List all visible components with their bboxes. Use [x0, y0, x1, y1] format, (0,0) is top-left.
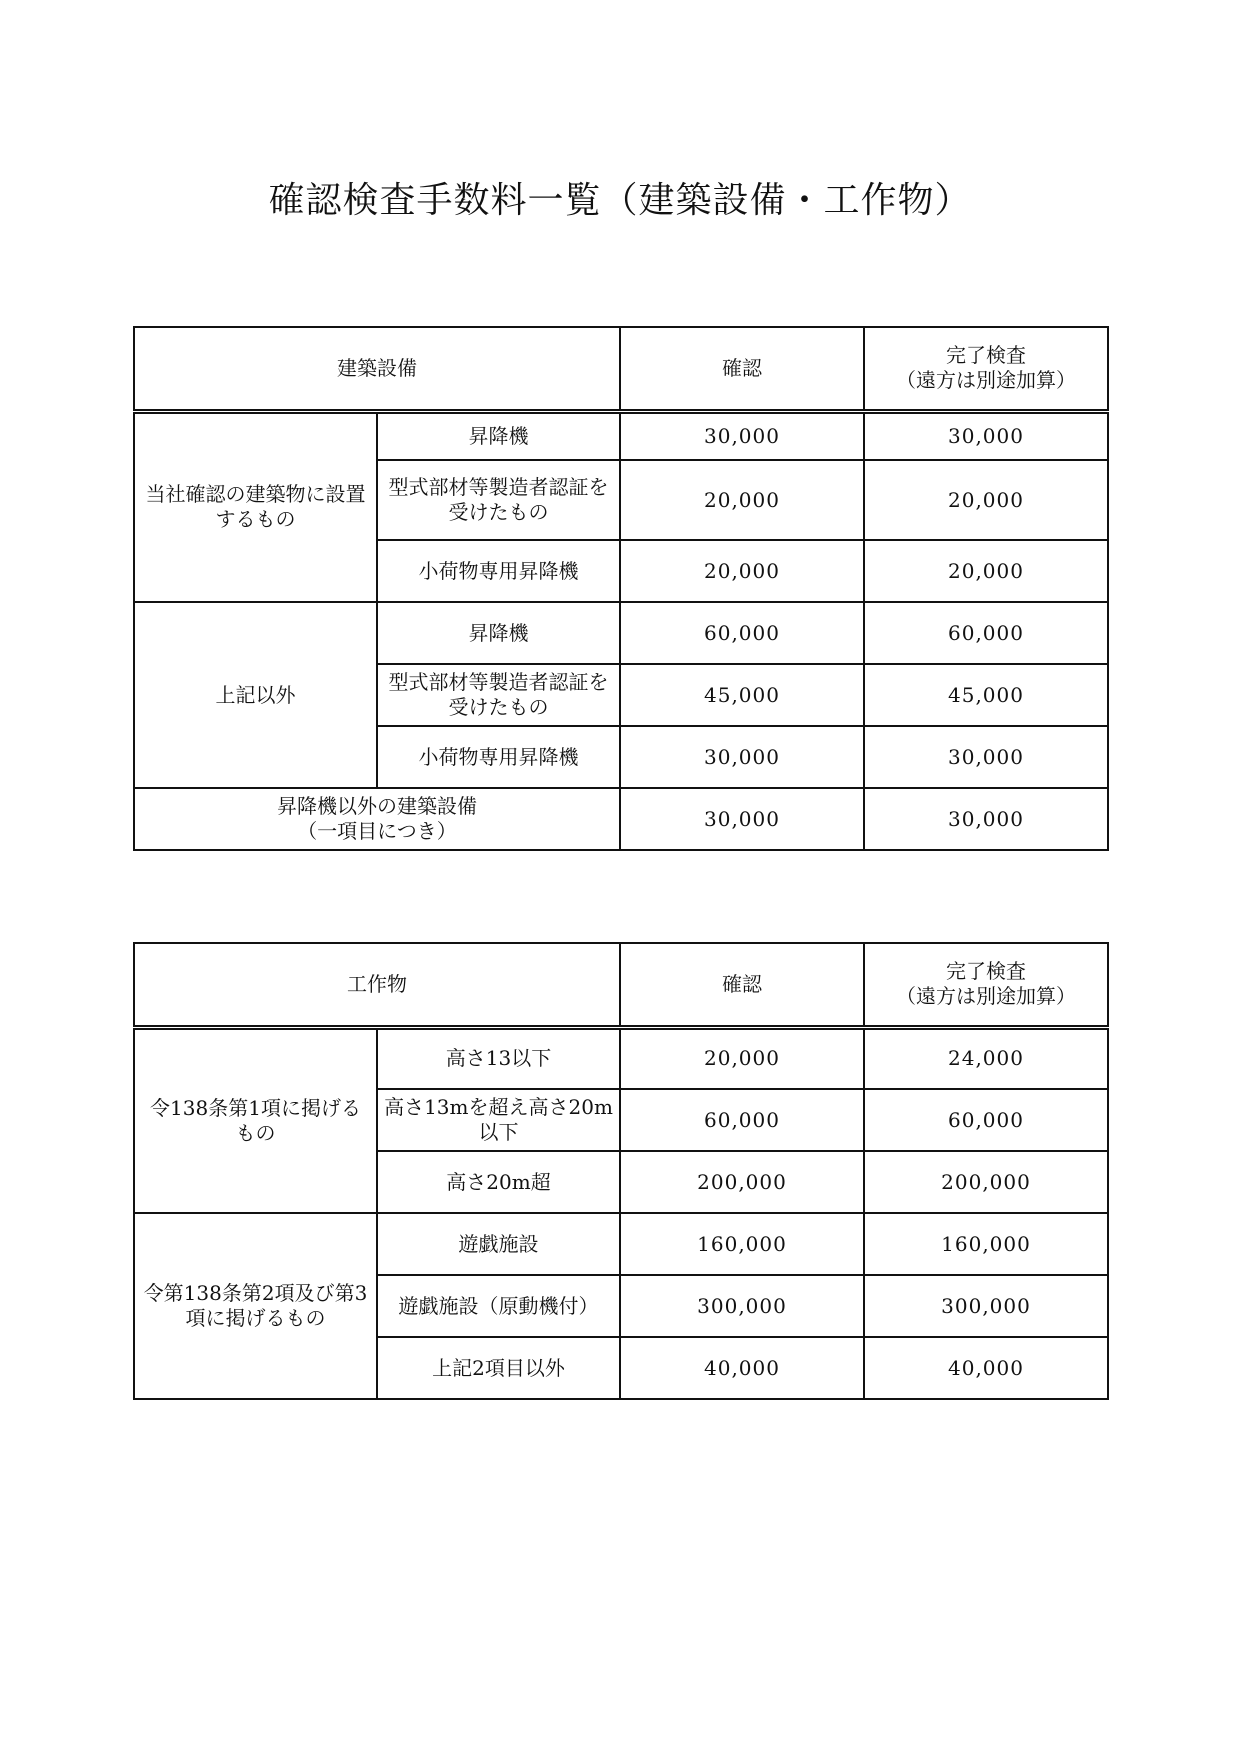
completion-fee: 160,000 [864, 1213, 1108, 1275]
header-confirmation: 確認 [620, 327, 864, 411]
confirmation-fee: 300,000 [620, 1275, 864, 1337]
structures-fee-table [133, 942, 1109, 1400]
header-completion [864, 327, 1108, 411]
item-cell: 高さ20m超 [377, 1151, 620, 1213]
confirmation-fee: 45,000 [620, 664, 864, 726]
table-row [134, 411, 1108, 460]
confirmation-fee: 30,000 [620, 726, 864, 788]
page-title: 確認検査手数料一覧（建築設備・工作物） [268, 180, 972, 221]
completion-fee: 60,000 [864, 1089, 1108, 1151]
item-cell: 高さ13mを超え高さ20m以下 [377, 1089, 620, 1151]
item-cell: 高さ13以下 [377, 1027, 620, 1089]
group-label: 令第138条第2項及び第3項に掲げるもの [134, 1213, 377, 1399]
completion-fee: 30,000 [864, 726, 1108, 788]
item-cell: 昇降機 [377, 602, 620, 664]
completion-fee: 30,000 [864, 411, 1108, 460]
table-row [134, 602, 1108, 664]
completion-fee: 45,000 [864, 664, 1108, 726]
confirmation-fee: 60,000 [620, 1089, 864, 1151]
table-header-row [134, 327, 1108, 411]
other-equipment-label [134, 788, 620, 850]
completion-fee: 30,000 [864, 788, 1108, 850]
completion-fee: 200,000 [864, 1151, 1108, 1213]
completion-fee: 40,000 [864, 1337, 1108, 1399]
confirmation-fee: 60,000 [620, 602, 864, 664]
completion-fee: 20,000 [864, 460, 1108, 540]
completion-fee: 20,000 [864, 540, 1108, 602]
group-label: 令138条第1項に掲げるもの [134, 1027, 377, 1213]
confirmation-fee: 20,000 [620, 1027, 864, 1089]
item-cell: 昇降機 [377, 411, 620, 460]
header-completion-note: （遠方は別途加算） [896, 984, 1076, 1009]
confirmation-fee: 40,000 [620, 1337, 864, 1399]
group-label: 当社確認の建築物に設置するもの [134, 411, 377, 602]
item-cell: 小荷物専用昇降機 [377, 726, 620, 788]
item-cell: 遊戯施設（原動機付） [377, 1275, 620, 1337]
confirmation-fee: 20,000 [620, 460, 864, 540]
completion-fee: 60,000 [864, 602, 1108, 664]
item-cell: 型式部材等製造者認証を受けたもの [377, 664, 620, 726]
header-completion [864, 943, 1108, 1027]
item-cell: 遊戯施設 [377, 1213, 620, 1275]
header-completion-note: （遠方は別途加算） [896, 368, 1076, 393]
header-category: 建築設備 [134, 327, 620, 411]
table-row [134, 788, 1108, 850]
header-completion-title: 完了検査 [946, 959, 1026, 984]
header-confirmation: 確認 [620, 943, 864, 1027]
other-equipment-title: 昇降機以外の建築設備 [277, 794, 477, 818]
item-cell: 小荷物専用昇降機 [377, 540, 620, 602]
table-header-row [134, 943, 1108, 1027]
item-cell: 型式部材等製造者認証を受けたもの [377, 460, 620, 540]
confirmation-fee: 160,000 [620, 1213, 864, 1275]
completion-fee: 24,000 [864, 1027, 1108, 1089]
confirmation-fee: 30,000 [620, 788, 864, 850]
item-cell: 上記2項目以外 [377, 1337, 620, 1399]
equipment-fee-table [133, 326, 1109, 851]
other-equipment-note: （一項目につき） [297, 819, 457, 843]
header-category: 工作物 [134, 943, 620, 1027]
table-row [134, 1213, 1108, 1275]
header-completion-title: 完了検査 [946, 343, 1026, 368]
confirmation-fee: 20,000 [620, 540, 864, 602]
completion-fee: 300,000 [864, 1275, 1108, 1337]
group-label: 上記以外 [134, 602, 377, 788]
confirmation-fee: 30,000 [620, 411, 864, 460]
confirmation-fee: 200,000 [620, 1151, 864, 1213]
table-row [134, 1027, 1108, 1089]
